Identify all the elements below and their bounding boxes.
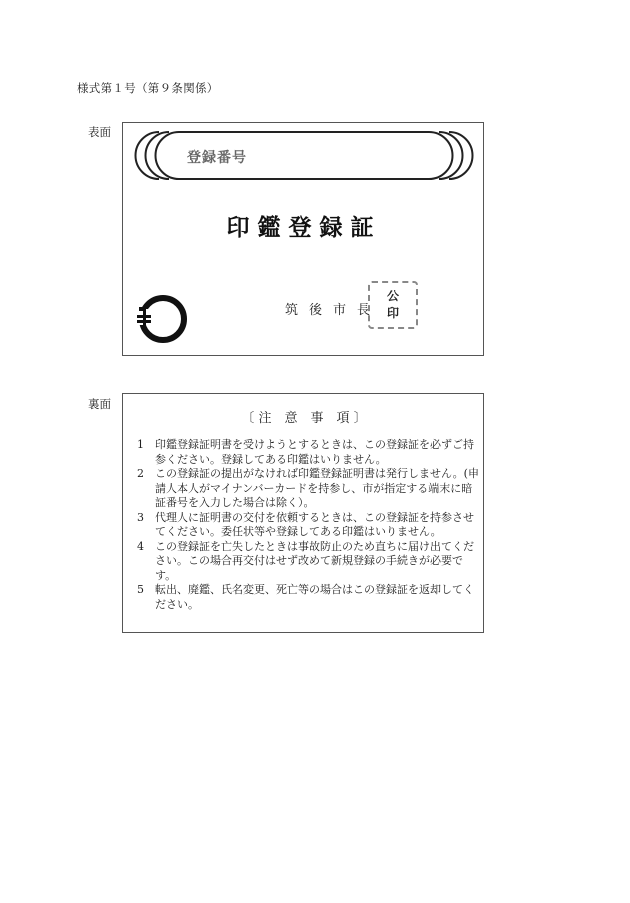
official-seal-box — [368, 281, 418, 329]
note-number: 1 — [137, 438, 144, 451]
note-item — [137, 467, 481, 511]
seal-char-2: 印 — [386, 306, 399, 320]
back-side-label: 裏面 — [88, 397, 111, 411]
note-text: 代理人に証明書の交付を依頼するときは、この登録証を持参させてください。委任状等や登録してある印鑑はいりません。 — [155, 510, 474, 538]
seal-registration-card-back — [122, 393, 484, 633]
note-number: 4 — [137, 539, 144, 553]
registration-number-frame — [123, 123, 485, 193]
certificate-title: 印鑑登録証 — [226, 214, 382, 241]
note-text: この登録証を亡失したときは事故防止のため直ちに届け出てください。この場合再交付はせず改めて新規登録の手続きが必要です。 — [155, 539, 474, 582]
note-number: 5 — [137, 583, 144, 596]
note-item — [137, 540, 481, 584]
front-side-label: 表面 — [88, 125, 111, 139]
note-item — [137, 511, 481, 540]
registration-number-label: 登録番号 — [187, 150, 247, 166]
form-number-label: 様式第１号（第９条関係） — [77, 81, 219, 95]
notes-list — [137, 438, 481, 612]
seal-registration-card-front — [122, 122, 484, 356]
note-number: 2 — [137, 467, 144, 480]
seal-char-1: 公 — [386, 289, 399, 303]
note-number: 3 — [137, 510, 144, 524]
notes-title: 〔 注 意 事 項 〕 — [241, 411, 367, 426]
note-text: 転出、廃鑑、氏名変更、死亡等の場合はこの登録証を返却してください。 — [155, 583, 474, 611]
note-text: この登録証の提出がなければ印鑑登録証明書は発行しません。(申請人本人がマイナンバーカードを持参し、市が指定する端末に暗証番号を入力した場合は除く）。 — [155, 467, 479, 509]
note-item — [137, 438, 481, 467]
city-emblem-icon — [133, 291, 189, 347]
note-item — [137, 583, 481, 612]
note-text: 印鑑登録証明書を受けようとするときは、この登録証を必ずご持参ください。登録してある印鑑はいりません。 — [155, 438, 474, 466]
issuer-mayor-label: 筑後市長 — [285, 303, 382, 318]
